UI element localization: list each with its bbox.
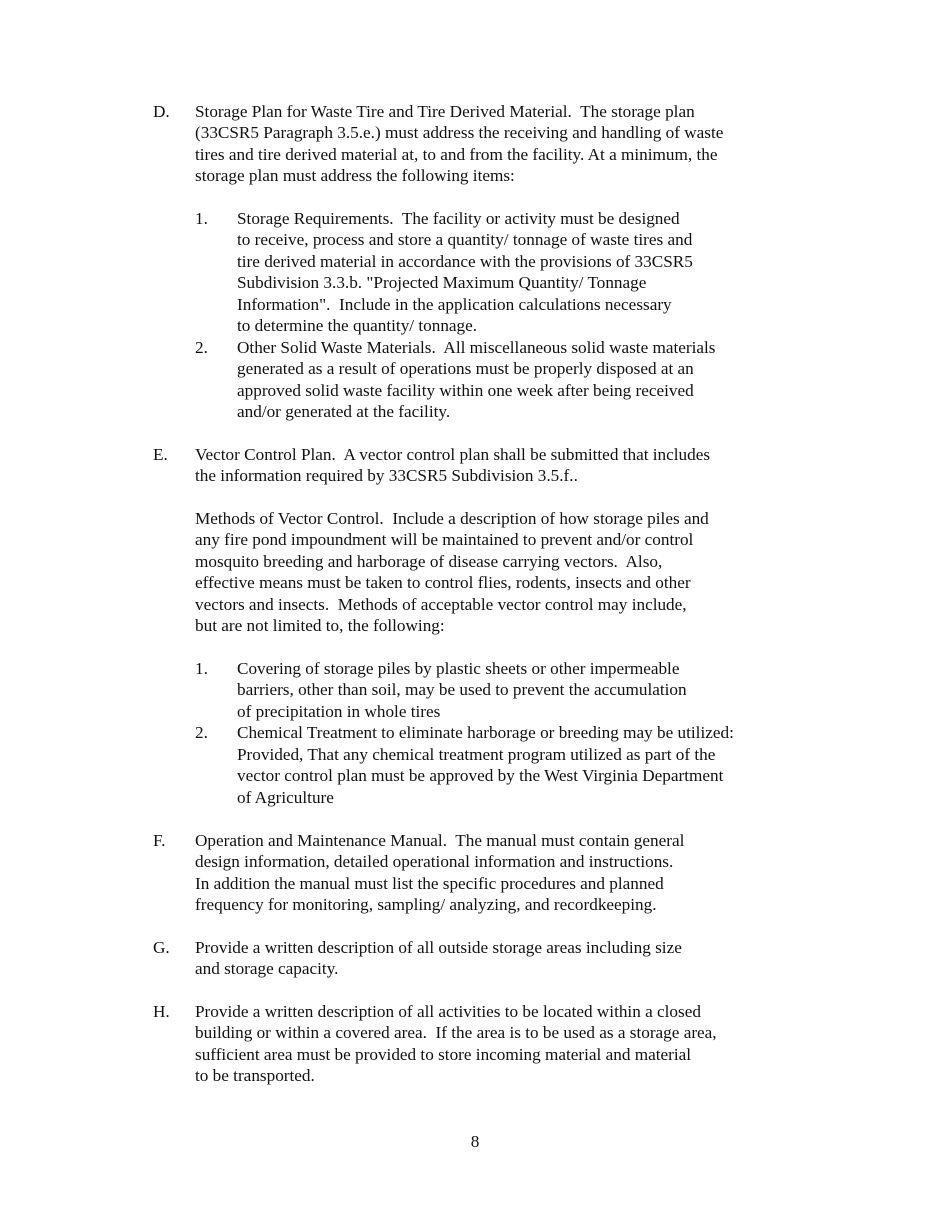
paragraph-line: Provide a written description of all activities to be located within a closed — [195, 1002, 701, 1021]
section-marker: F. — [153, 831, 166, 850]
paragraph-line: frequency for monitoring, sampling/ analyzing, and recordkeeping. — [195, 895, 657, 914]
paragraph-line: mosquito breeding and harborage of disease carrying vectors. Also, — [195, 552, 663, 571]
paragraph-line: effective means must be taken to control flies, rodents, insects and other — [195, 573, 691, 592]
list-item-line: of precipitation in whole tires — [237, 702, 441, 721]
paragraph-line: Methods of Vector Control. Include a description of how storage piles and — [195, 509, 709, 528]
paragraph-line: In addition the manual must list the specific procedures and planned — [195, 874, 664, 893]
list-item-line: approved solid waste facility within one week after being received — [237, 381, 694, 400]
list-item-line: to receive, process and store a quantity/ tonnage of waste tires and — [237, 230, 693, 249]
section-marker: E. — [153, 445, 168, 464]
paragraph-line: vectors and insects. Methods of acceptable vector control may include, — [195, 595, 687, 614]
list-item-line: and/or generated at the facility. — [237, 402, 451, 421]
paragraph-line: Storage Plan for Waste Tire and Tire Derived Material. The storage plan — [195, 102, 695, 121]
list-item-line: generated as a result of operations must be properly disposed at an — [237, 359, 694, 378]
paragraph-line: any fire pond impoundment will be maintained to prevent and/or control — [195, 530, 694, 549]
list-item-line: Covering of storage piles by plastic sheets or other impermeable — [237, 659, 680, 678]
section-marker: D. — [153, 102, 170, 121]
list-item-line: of Agriculture — [237, 788, 334, 807]
list-number: 2. — [195, 338, 208, 357]
list-item-line: Other Solid Waste Materials. All miscellaneous solid waste materials — [237, 338, 716, 357]
list-number: 1. — [195, 209, 208, 228]
list-item-line: Subdivision 3.3.b. "Projected Maximum Quantity/ Tonnage — [237, 273, 647, 292]
list-item-line: Provided, That any chemical treatment program utilized as part of the — [237, 745, 716, 764]
paragraph-line: but are not limited to, the following: — [195, 616, 445, 635]
list-item-line: Chemical Treatment to eliminate harborage or breeding may be utilized: — [237, 723, 734, 742]
paragraph-line: storage plan must address the following items: — [195, 166, 515, 185]
list-item-line: vector control plan must be approved by the West Virginia Department — [237, 766, 724, 785]
paragraph-line: Vector Control Plan. A vector control plan shall be submitted that includes — [195, 445, 711, 464]
section-marker: G. — [153, 938, 170, 957]
list-item-line: to determine the quantity/ tonnage. — [237, 316, 478, 335]
list-item-line: Storage Requirements. The facility or activity must be designed — [237, 209, 680, 228]
paragraph-line: (33CSR5 Paragraph 3.5.e.) must address the receiving and handling of waste — [195, 123, 724, 142]
page-number: 8 — [470, 1132, 480, 1151]
section-marker: H. — [153, 1002, 170, 1021]
paragraph-line: and storage capacity. — [195, 959, 339, 978]
paragraph-line: the information required by 33CSR5 Subdivision 3.5.f.. — [195, 466, 578, 485]
list-number: 2. — [195, 723, 208, 742]
list-item-line: Information". Include in the application calculations necessary — [237, 295, 672, 314]
paragraph-line: Provide a written description of all outside storage areas including size — [195, 938, 682, 957]
paragraph-line: Operation and Maintenance Manual. The manual must contain general — [195, 831, 685, 850]
list-item-line: barriers, other than soil, may be used to prevent the accumulation — [237, 680, 687, 699]
list-number: 1. — [195, 659, 208, 678]
paragraph-line: design information, detailed operational information and instructions. — [195, 852, 674, 871]
list-item-line: tire derived material in accordance with the provisions of 33CSR5 — [237, 252, 693, 271]
paragraph-line: to be transported. — [195, 1066, 315, 1085]
paragraph-line: tires and tire derived material at, to and from the facility. At a minimum, the — [195, 145, 718, 164]
paragraph-line: building or within a covered area. If the area is to be used as a storage area, — [195, 1023, 717, 1042]
paragraph-line: sufficient area must be provided to store incoming material and material — [195, 1045, 692, 1064]
